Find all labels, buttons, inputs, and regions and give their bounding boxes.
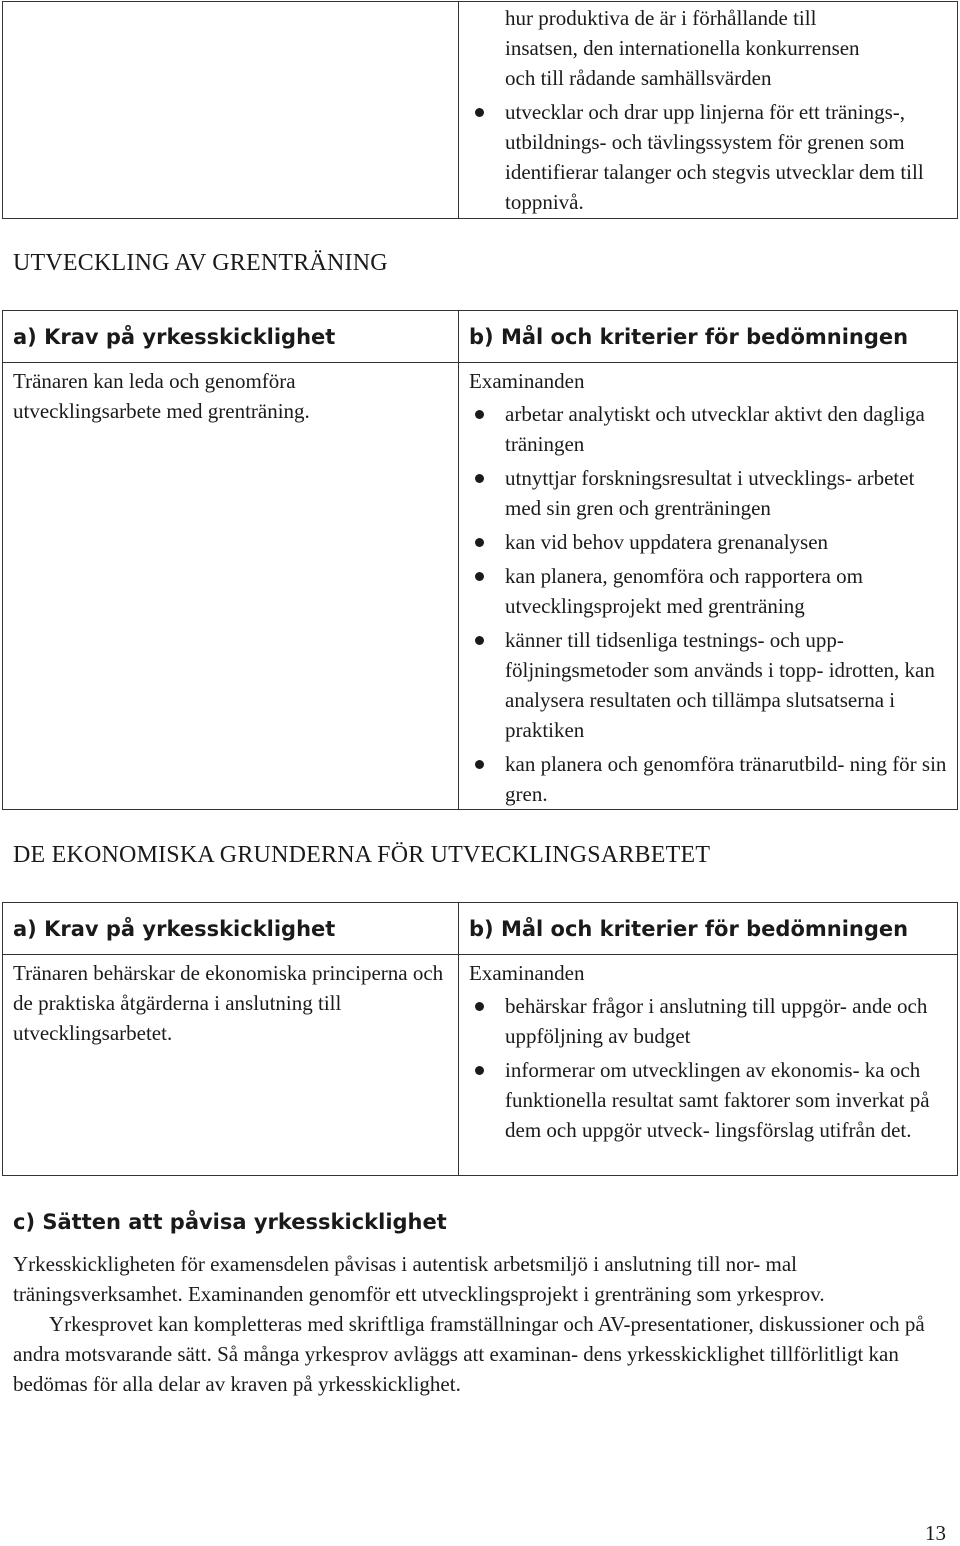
section-title: DE EKONOMISKA GRUNDERNA FÖR UTVECKLINGSARBETET: [13, 842, 711, 868]
continuation-line: och till rådande samhällsvärden: [505, 66, 772, 90]
criteria-cell: [461, 958, 951, 1149]
list-item: utnyttjar forskningsresultat i utvecklings- arbetet med sin gren och grenträningen: [461, 463, 951, 523]
column-heading-requirements: a) Krav på yrkesskicklighet: [13, 325, 336, 349]
top-table-right-cell: [461, 3, 951, 221]
criteria-table-header-rule: [2, 954, 958, 955]
list-item: kan planera, genomföra och rapportera om utvecklingsprojekt med grenträning: [461, 561, 951, 621]
continuation-line: insatsen, den internationella konkurrensen: [505, 36, 860, 60]
criteria-intro: Examinanden: [469, 961, 585, 985]
list-item: informerar om utvecklingen av ekonomis- ka och funktionella resultat samt faktorer som inverkat på dem och uppgör utveck- lingsförslag utifrån det.: [461, 1055, 951, 1145]
criteria-table-header-rule: [2, 362, 958, 363]
paragraph: Yrkesprovet kan kompletteras med skriftliga framställningar och AV-presentationer, diskussioner och på andra motsvarande sätt. Så många yrkesprov avläggs att examinan- dens yrkesskicklighet tillförlitligt kan bedömas för alla delar av kraven på yrkesskicklighet.: [13, 1312, 925, 1396]
list-item: behärskar frågor i anslutning till uppgör- ande och uppföljning av budget: [461, 991, 951, 1051]
list-item: känner till tidsenliga testnings- och upp- följningsmetoder som används i topp- idrotten, kan analysera resultaten och tillämpa slutsatserna i praktiken: [461, 625, 951, 745]
list-item: kan vid behov uppdatera grenanalysen: [461, 527, 951, 557]
criteria-table-divider: [458, 310, 459, 810]
column-heading-requirements: a) Krav på yrkesskicklighet: [13, 917, 336, 941]
section-title: UTVECKLING AV GRENTRÄNING: [13, 250, 388, 276]
criteria-cell: [461, 366, 951, 813]
top-table-divider: [458, 1, 459, 219]
section-c-body: [13, 1249, 948, 1399]
list-item: arbetar analytiskt och utvecklar aktivt den dagliga träningen: [461, 399, 951, 459]
section-c-heading: c) Sätten att påvisa yrkesskicklighet: [13, 1210, 447, 1234]
list-item: utvecklar och drar upp linjerna för ett tränings-, utbildnings- och tävlingssystem för grenen som identifierar talanger och stegvis utvecklar dem till toppnivå.: [461, 97, 951, 217]
criteria-intro: Examinanden: [469, 369, 585, 393]
page-number: 13: [925, 1521, 946, 1545]
continuation-line: hur produktiva de är i förhållande till: [505, 6, 817, 30]
requirement-text: Tränaren kan leda och genomföra utvecklingsarbete med grenträning.: [13, 369, 310, 423]
list-item: kan planera och genomföra tränarutbild- ning för sin gren.: [461, 749, 951, 809]
column-heading-criteria: b) Mål och kriterier för bedömningen: [469, 917, 909, 941]
paragraph: Yrkesskickligheten för examensdelen påvisas i autentisk arbetsmiljö i anslutning till nor- mal träningsverksamhet. Examinanden genomför ett utvecklingsprojekt i grenträning som yrkesprov.: [13, 1252, 825, 1306]
criteria-table-divider: [458, 902, 459, 1176]
column-heading-criteria: b) Mål och kriterier för bedömningen: [469, 325, 909, 349]
requirement-text: Tränaren behärskar de ekonomiska principerna och de praktiska åtgärderna i anslutning till utvecklingsarbetet.: [13, 961, 444, 1045]
